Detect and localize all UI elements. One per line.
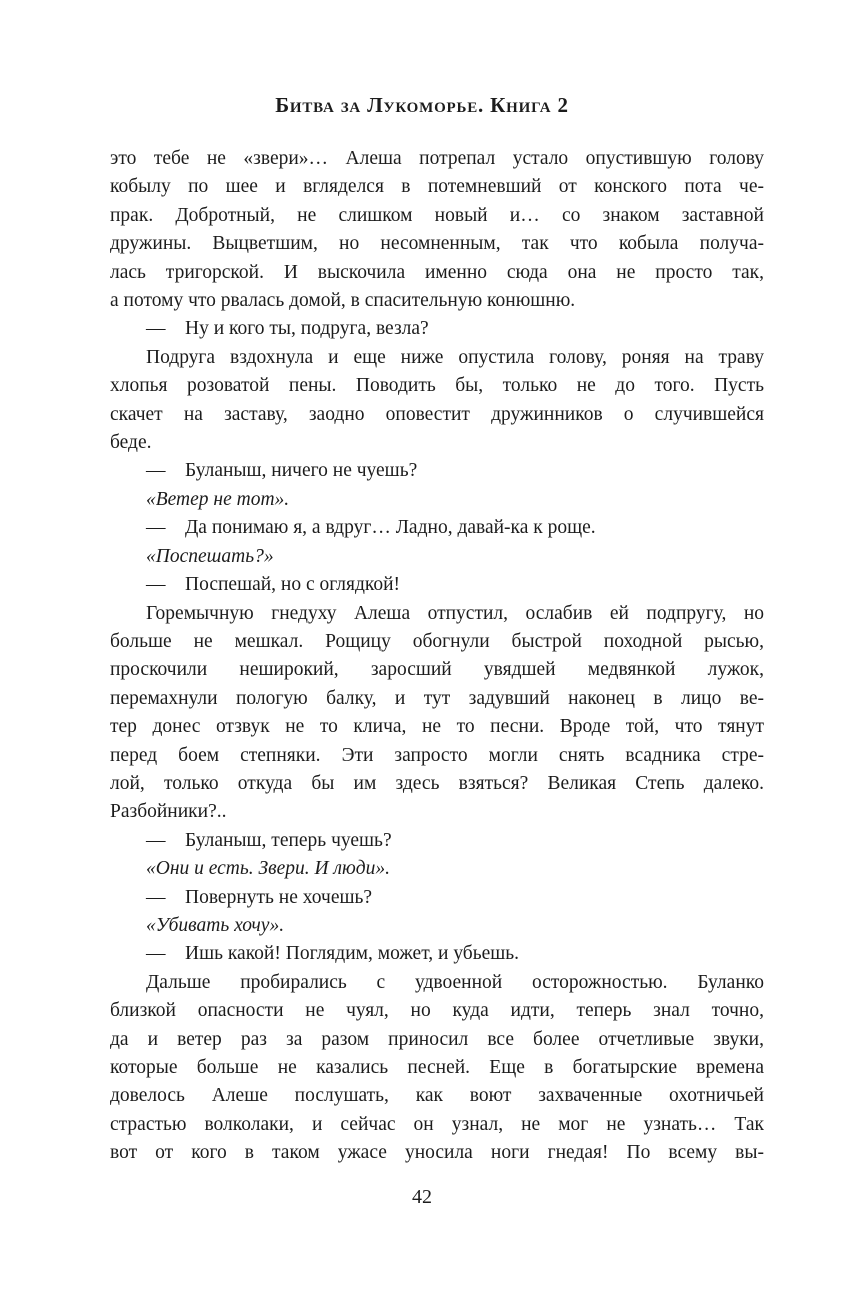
text-line: кобылу по шее и вгляделся в потемневший от конского пота че-	[110, 176, 764, 198]
text-line: довелось Алеше послушать, как воют захваченные охотничьей	[110, 1085, 764, 1107]
text-line: «Поспешать?»	[146, 545, 274, 567]
text-line: страстью волколаки, и сейчас он узнал, не мог не узнать… Так	[110, 1113, 764, 1135]
text-line: беде.	[110, 432, 152, 454]
paragraph	[110, 543, 764, 571]
paragraph	[110, 827, 764, 855]
text-line: прак. Добротный, не слишком новый и… со знаком заставной	[110, 204, 764, 226]
text-line: больше не мешкал. Рощицу обогнули быстрой походной рысью,	[110, 630, 764, 652]
text-line: лась тригорской. И выскочила именно сюда она не просто так,	[110, 261, 764, 283]
paragraph	[110, 457, 764, 485]
paragraph	[110, 969, 764, 1168]
text-line: — Ну и кого ты, подруга, везла?	[146, 318, 429, 340]
text-line: перемахнули пологую балку, и тут задувший наконец в лицо ве-	[110, 687, 764, 709]
text-line: перед боем степняки. Эти запросто могли снять всадника стре-	[110, 744, 764, 766]
paragraph	[110, 600, 764, 827]
text-line: «Ветер не тот».	[146, 488, 290, 510]
paragraph	[110, 344, 764, 458]
text-line: тер донес отзвук не то клича, не то песни. Вроде той, что тянут	[110, 716, 764, 738]
text-line: — Поспешай, но с оглядкой!	[146, 574, 401, 596]
paragraph	[110, 855, 764, 883]
running-head: Битва за Лукоморье. Книга 2	[275, 93, 569, 117]
paragraph	[110, 940, 764, 968]
text-line: — Повернуть не хочешь?	[146, 886, 373, 908]
paragraph	[110, 571, 764, 599]
text-line: — Буланыш, теперь чуешь?	[146, 829, 392, 851]
text-line: а потому что рвалась домой, в спасительную конюшню.	[110, 290, 576, 312]
text-line: — Да понимаю я, а вдруг… Ладно, давай-ка к роще.	[146, 517, 596, 539]
text-line: дружины. Выцветшим, но несомненным, так что кобыла получа-	[110, 233, 764, 255]
text-line: Горемычную гнедуху Алеша отпустил, ослабив ей подпругу, но	[146, 602, 764, 624]
text-line: да и ветер раз за разом приносил все более отчетливые звуки,	[110, 1028, 764, 1050]
text-line: хлопья розоватой пены. Поводить бы, только не до того. Пусть	[110, 375, 764, 397]
text-line: это тебе не «звери»… Алеша потрепал устало опустившую голову	[110, 148, 764, 169]
text-line: лой, только откуда бы им здесь взяться? Великая Степь далеко.	[110, 772, 764, 794]
text-line: — Ишь какой! Поглядим, может, и убьешь.	[146, 943, 520, 965]
text-line: которые больше не казались песней. Еще в богатырские времена	[110, 1057, 764, 1078]
body-text	[110, 145, 764, 1168]
text-line: скачет на заставу, заодно оповестит дружинников о случившейся	[110, 403, 764, 425]
paragraph	[110, 315, 764, 343]
paragraph	[110, 884, 764, 912]
text-line: Дальше пробирались с удвоенной осторожностью. Буланко	[146, 971, 764, 993]
text-line: «Они и есть. Звери. И люди».	[146, 858, 390, 880]
paragraph	[110, 486, 764, 514]
text-line: Подруга вздохнула и еще ниже опустила голову, роняя на траву	[146, 346, 764, 368]
paragraph	[110, 912, 764, 940]
text-line: проскочили неширокий, заросший увядшей медвянкой лужок,	[110, 659, 764, 681]
text-line: «Убивать хочу».	[146, 914, 285, 936]
paragraph	[110, 145, 764, 315]
text-line: Разбойники?..	[110, 801, 227, 823]
page-number: 42	[412, 1186, 432, 1208]
paragraph	[110, 514, 764, 542]
text-line: близкой опасности не чуял, но куда идти, теперь знал точно,	[110, 1000, 764, 1022]
text-line: — Буланыш, ничего не чуешь?	[146, 460, 418, 482]
text-line: вот от кого в таком ужасе уносила ноги гнедая! По всему вы-	[110, 1142, 764, 1164]
